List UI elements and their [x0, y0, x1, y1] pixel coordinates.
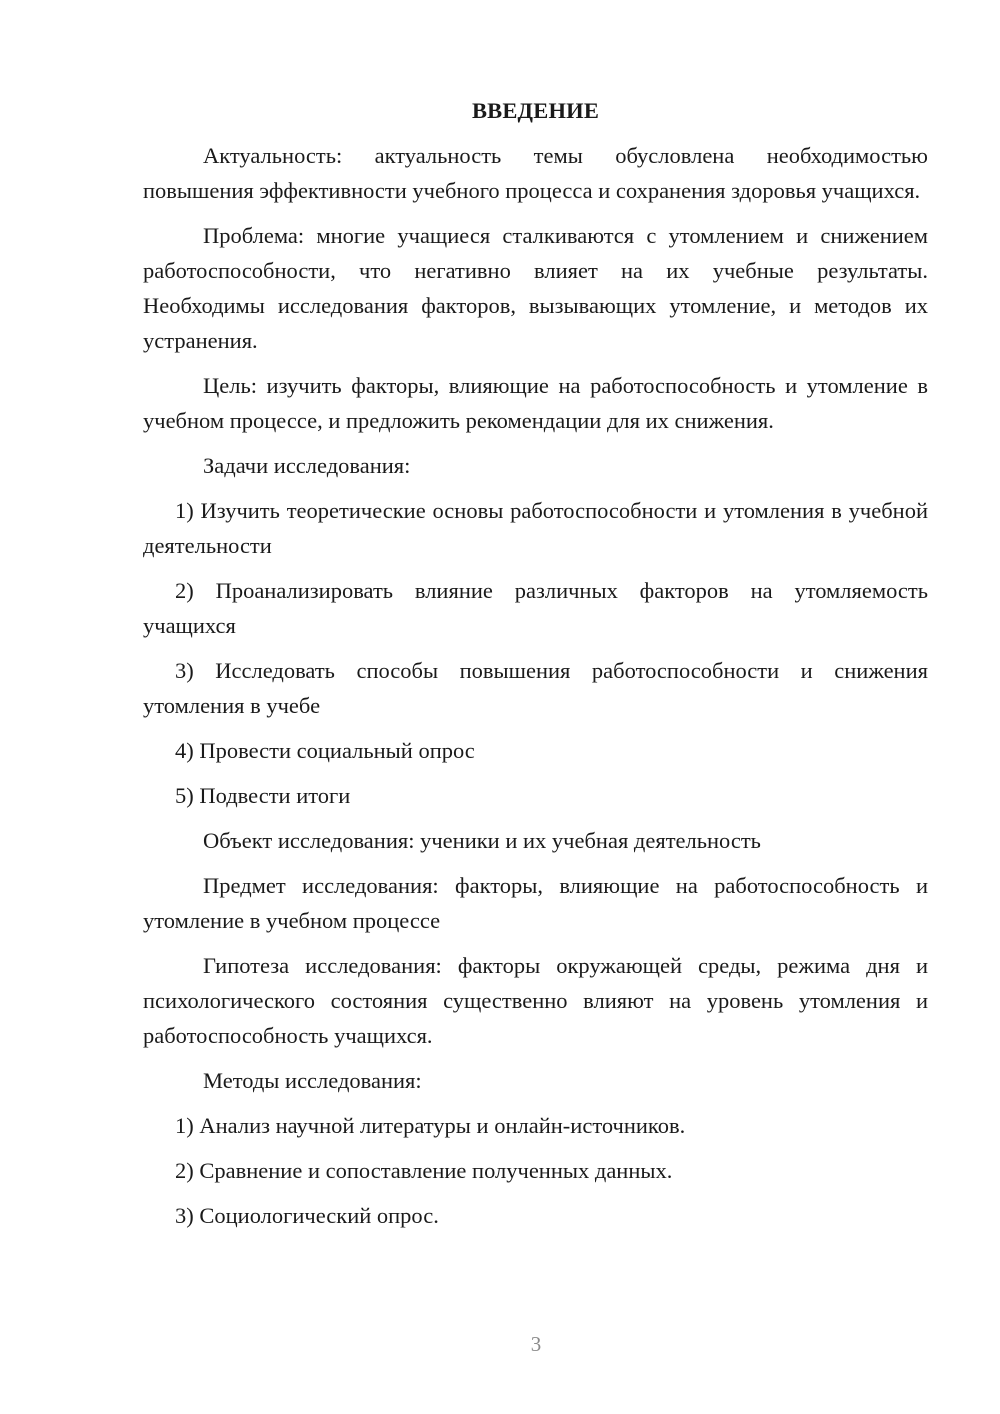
page-number: 3: [530, 1332, 542, 1356]
tasks-heading: Задачи исследования:: [203, 453, 411, 478]
method-item: 2) Сравнение и сопоставление полученных данных.: [175, 1158, 673, 1183]
hypothesis-paragraph: Гипотеза исследования: факторы окружающей среды, режима дня и психологического состояния существенно влияют на уровень утомления и работоспособность учащихся.: [143, 953, 928, 1048]
object-paragraph: Объект исследования: ученики и их учебная деятельность: [203, 828, 761, 853]
page-title: ВВЕДЕНИЕ: [471, 98, 600, 123]
task-item: 3) Исследовать способы повышения работоспособности и снижения утомления в учебе: [143, 658, 928, 718]
relevance-paragraph: Актуальность: актуальность темы обусловлена необходимостью повышения эффективности учебного процесса и сохранения здоровья учащихся.: [143, 143, 928, 203]
subject-paragraph: Предмет исследования: факторы, влияющие на работоспособность и утомление в учебном процессе: [143, 873, 928, 933]
task-item: 4) Провести социальный опрос: [175, 738, 475, 763]
method-item: 1) Анализ научной литературы и онлайн-источников.: [175, 1113, 686, 1138]
problem-paragraph: Проблема: многие учащиеся сталкиваются с утомлением и снижением работоспособности, что негативно влияет на их учебные результаты. Необходимы исследования факторов, вызывающих утомление, и методов их устранения.: [143, 223, 928, 353]
methods-heading: Методы исследования:: [203, 1068, 422, 1093]
task-item: 5) Подвести итоги: [175, 783, 351, 808]
method-item: 3) Социологический опрос.: [175, 1203, 439, 1228]
task-item: 2) Проанализировать влияние различных факторов на утомляемость учащихся: [143, 578, 928, 638]
page-content: [143, 93, 928, 1243]
goal-paragraph: Цель: изучить факторы, влияющие на работоспособность и утомление в учебном процессе, и предложить рекомендации для их снижения.: [143, 373, 928, 433]
task-item: 1) Изучить теоретические основы работоспособности и утомления в учебной деятельности: [143, 498, 928, 558]
